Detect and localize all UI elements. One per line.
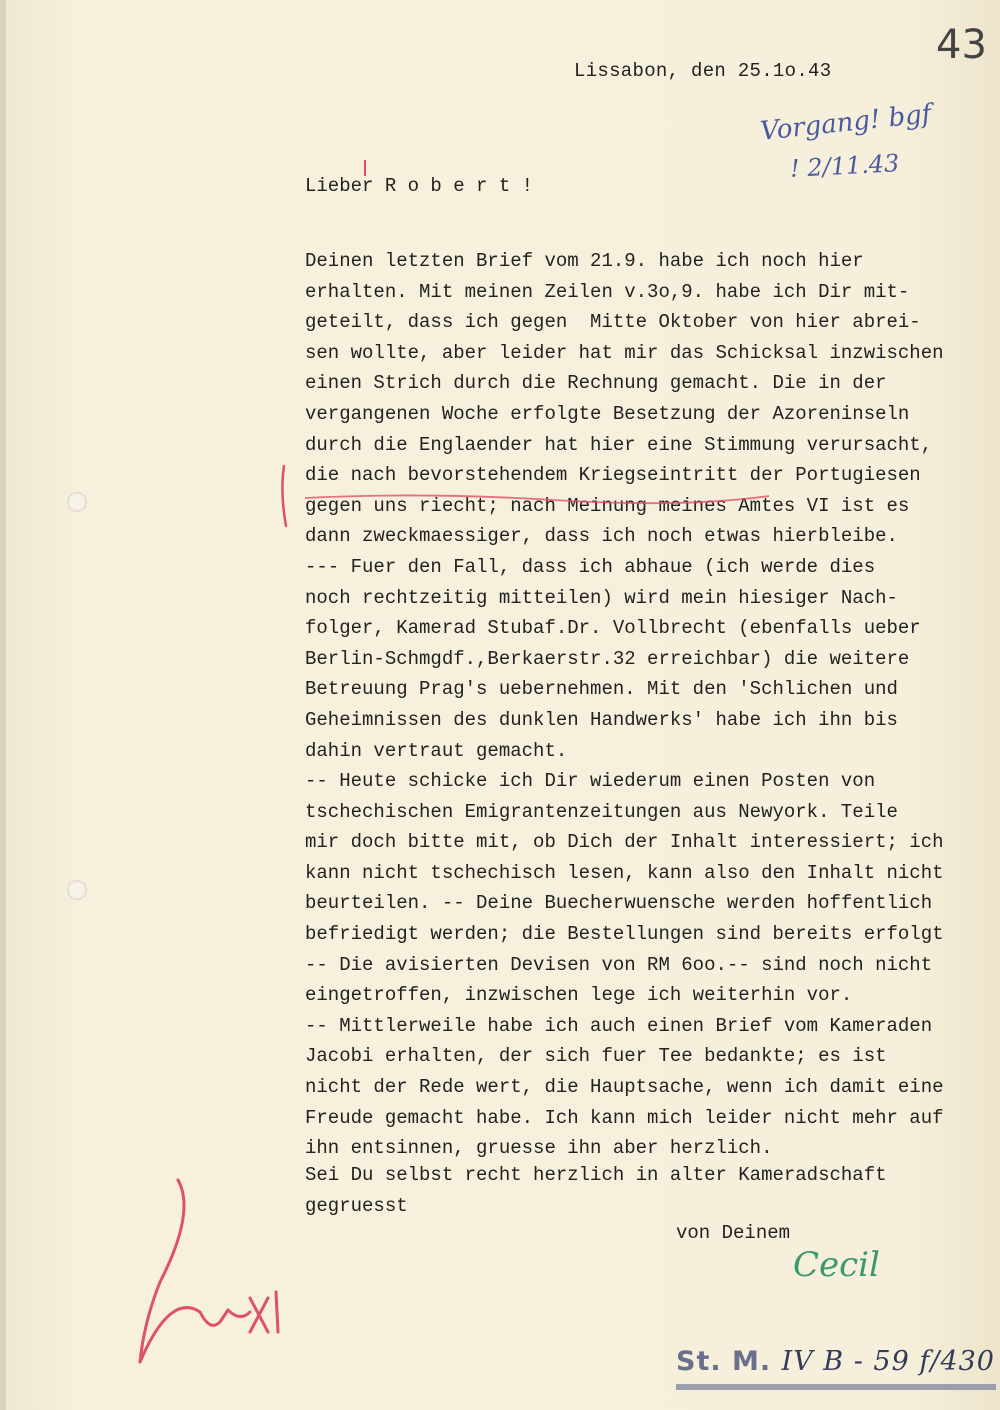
margin-note-date: ! 2/11.43 (789, 149, 901, 183)
page-number: 43 (936, 22, 987, 68)
margin-note-received: Vorgang! bgf (758, 99, 933, 147)
salutation: Lieber R o b e r t ! (305, 175, 534, 197)
archive-stamp (676, 1346, 995, 1377)
letter-body: Deinen letzten Brief vom 21.9. habe ich noch hier erhalten. Mit meinen Zeilen v.3o,9. habe ich Dir mit- geteilt, dass ich gegen Mitte Oktober von hier abrei- sen wollte, aber leider hat mir das Schicksal inzwischen einen Strich durch die Rechnung gemacht. Die in der vergangenen Woche erfolgte Besetzung der Azoreninseln durch die Englaender hat hier eine Stimmung verursacht, die nach bevorstehendem Kriegseintritt der Portugiesen gegen uns riecht; nach Meinung meines Amtes VI ist es dann zweckmaessiger, dass ich noch etwas hierbleibe. --- Fuer den Fall, dass ich abhaue (ich werde dies noch rechtzeitig mitteilen) wird mein hiesiger Nach- folger, Kamerad Stubaf.Dr. Vollbrecht (ebenfalls ueber Berlin-Schmgdf.,Berkaerstr.32 erreichbar) die weitere Betreuung Prag's uebernehmen. Mit den 'Schlichen und Geheimnissen des dunklen Handwerks' habe ich ihn bis dahin vertraut gemacht. -- Heute schicke ich Dir wiederum einen Posten von tschechischen Emigrantenzeitungen aus Newyork. Teile mir doch bitte mit, ob Dich der Inhalt interessiert; ich kann nicht tschechisch lesen, kann also den Inhalt nicht beurteilen. -- Deine Buecherwuensche werden hoffentlich befriedigt werden; die Bestellungen sind bereits erfolgt -- Die avisierten Devisen von RM 6oo.-- sind noch nicht eingetroffen, inzwischen lege ich weiterhin vor. -- Mittlerweile habe ich auch einen Brief vom Kameraden Jacobi erhalten, der sich fuer Tee bedankte; es ist nicht der Rede wert, die Hauptsache, wenn ich damit eine Freude gemacht habe. Ich kann mich leider nicht mehr auf ihn entsinnen, gruesse ihn aber herzlich. (305, 250, 944, 1160)
punch-hole (67, 492, 87, 512)
from-line: von Deinem (676, 1222, 791, 1244)
red-pencil-underline (303, 484, 773, 514)
paper-edge (0, 0, 6, 1410)
red-pencil-margin-mark (270, 462, 300, 532)
stamp-handwritten: IV B - 59 f/430 (781, 1346, 995, 1377)
date-line: Lissabon, den 25.1o.43 (574, 60, 832, 82)
red-pencil-initials (100, 1172, 290, 1372)
punch-hole (67, 880, 87, 900)
stamp-underline (676, 1384, 996, 1390)
closing-line: Sei Du selbst recht herzlich in alter Kameradschaft gegruesst (305, 1164, 887, 1217)
signature: Cecil (793, 1245, 880, 1285)
stamp-printed: St. M. (676, 1346, 772, 1377)
